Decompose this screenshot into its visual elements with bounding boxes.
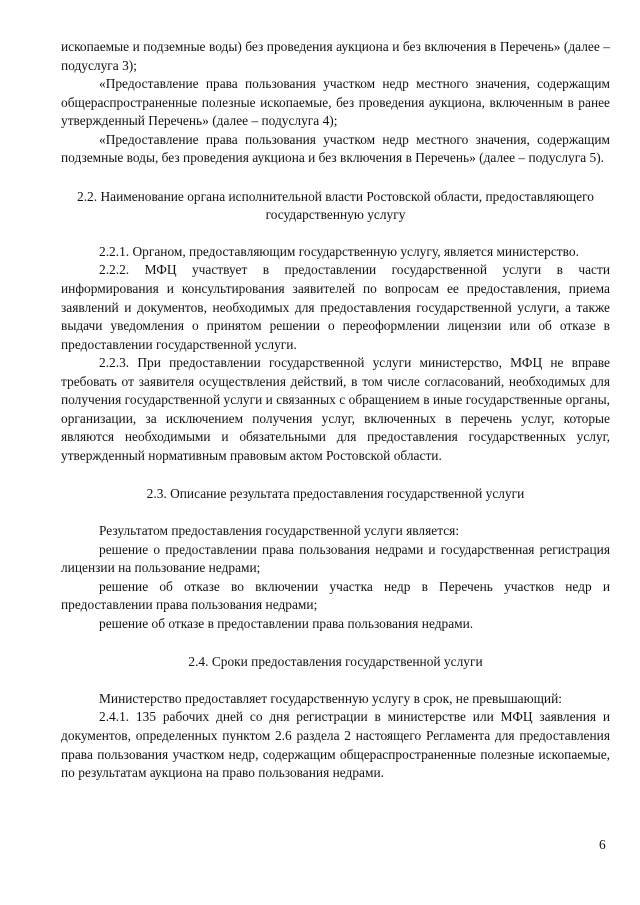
section-2-3-heading: 2.3. Описание результата предоставления государственной услуги (146, 486, 525, 502)
section-2-4-paragraph-1: Министерство предоставляет государственную услугу в срок, не превышающий: (99, 690, 562, 706)
section-2-4-heading: 2.4. Сроки предоставления государственной услуги (188, 654, 483, 670)
section-2-3-paragraph-2: решение о предоставлении права пользования недрами и государственная регистрация лицензии на пользование недрами; (61, 541, 610, 576)
section-2-3-paragraph-1: Результатом предоставления государственной услуги является: (99, 523, 460, 539)
page-number: 6 (599, 837, 606, 852)
section-2-2-3-paragraph: 2.2.3. При предоставлении государственной услуги министерство, МФЦ не вправе требовать от заявителя осуществления действий, в том числе согласований, необходимых для получения государственной услуги и связанных с обращением в иные государственные органы, организации, за исключением получения услуг, включенных в перечень услуг, которые являются необходимыми и обязательными для предоставления государственных услуг, утвержденный нормативным правовым актом Ростовской области. (61, 355, 610, 463)
document-body (61, 38, 610, 783)
intro-paragraph-3: «Предоставление права пользования участком недр местного значения, содержащим подземные воды, без проведения аукциона и без включения в Перечень» (далее – подуслуга 5). (61, 131, 610, 166)
section-2-2-2-paragraph: 2.2.2. МФЦ участвует в предоставлении государственной услуги в части информирования и консультирования заявителей по вопросам ее предоставления, приема заявлений и документов, необходимых для предоставления государственной услуги, а также выдачи уведомления о принятом решении о переоформлении лицензии или об отказе в предоставлении государственной услуги. (61, 262, 610, 352)
section-2-2-heading: 2.2. Наименование органа исполнительной власти Ростовской области, предоставляющего государственную услугу (77, 188, 594, 223)
section-2-4-1-paragraph: 2.4.1. 135 рабочих дней со дня регистрации в министерстве или МФЦ заявления и документов, определенных пунктом 2.6 раздела 2 настоящего Регламента для предоставления права пользования участком недр, содержащим общераспространенные полезные ископаемые, по результатам аукциона на право пользования недрами. (61, 709, 610, 781)
intro-paragraph-2: «Предоставление права пользования участком недр местного значения, содержащим общераспространенные полезные ископаемые, без проведения аукциона, включенным в ранее утвержденный Перечень» (далее – подуслуга 4); (61, 76, 610, 129)
section-2-2-1-paragraph: 2.2.1. Органом, предоставляющим государственную услугу, является министерство. (99, 243, 579, 259)
section-2-3-paragraph-4: решение об отказе в предоставлении права пользования недрами. (99, 615, 474, 631)
section-2-3-paragraph-3: решение об отказе во включении участка недр в Перечень участков недр и предоставлении права пользования недрами; (61, 578, 610, 613)
intro-paragraph-1: ископаемые и подземные воды) без проведения аукциона и без включения в Перечень» (далее – подуслуга 3); (61, 39, 610, 73)
